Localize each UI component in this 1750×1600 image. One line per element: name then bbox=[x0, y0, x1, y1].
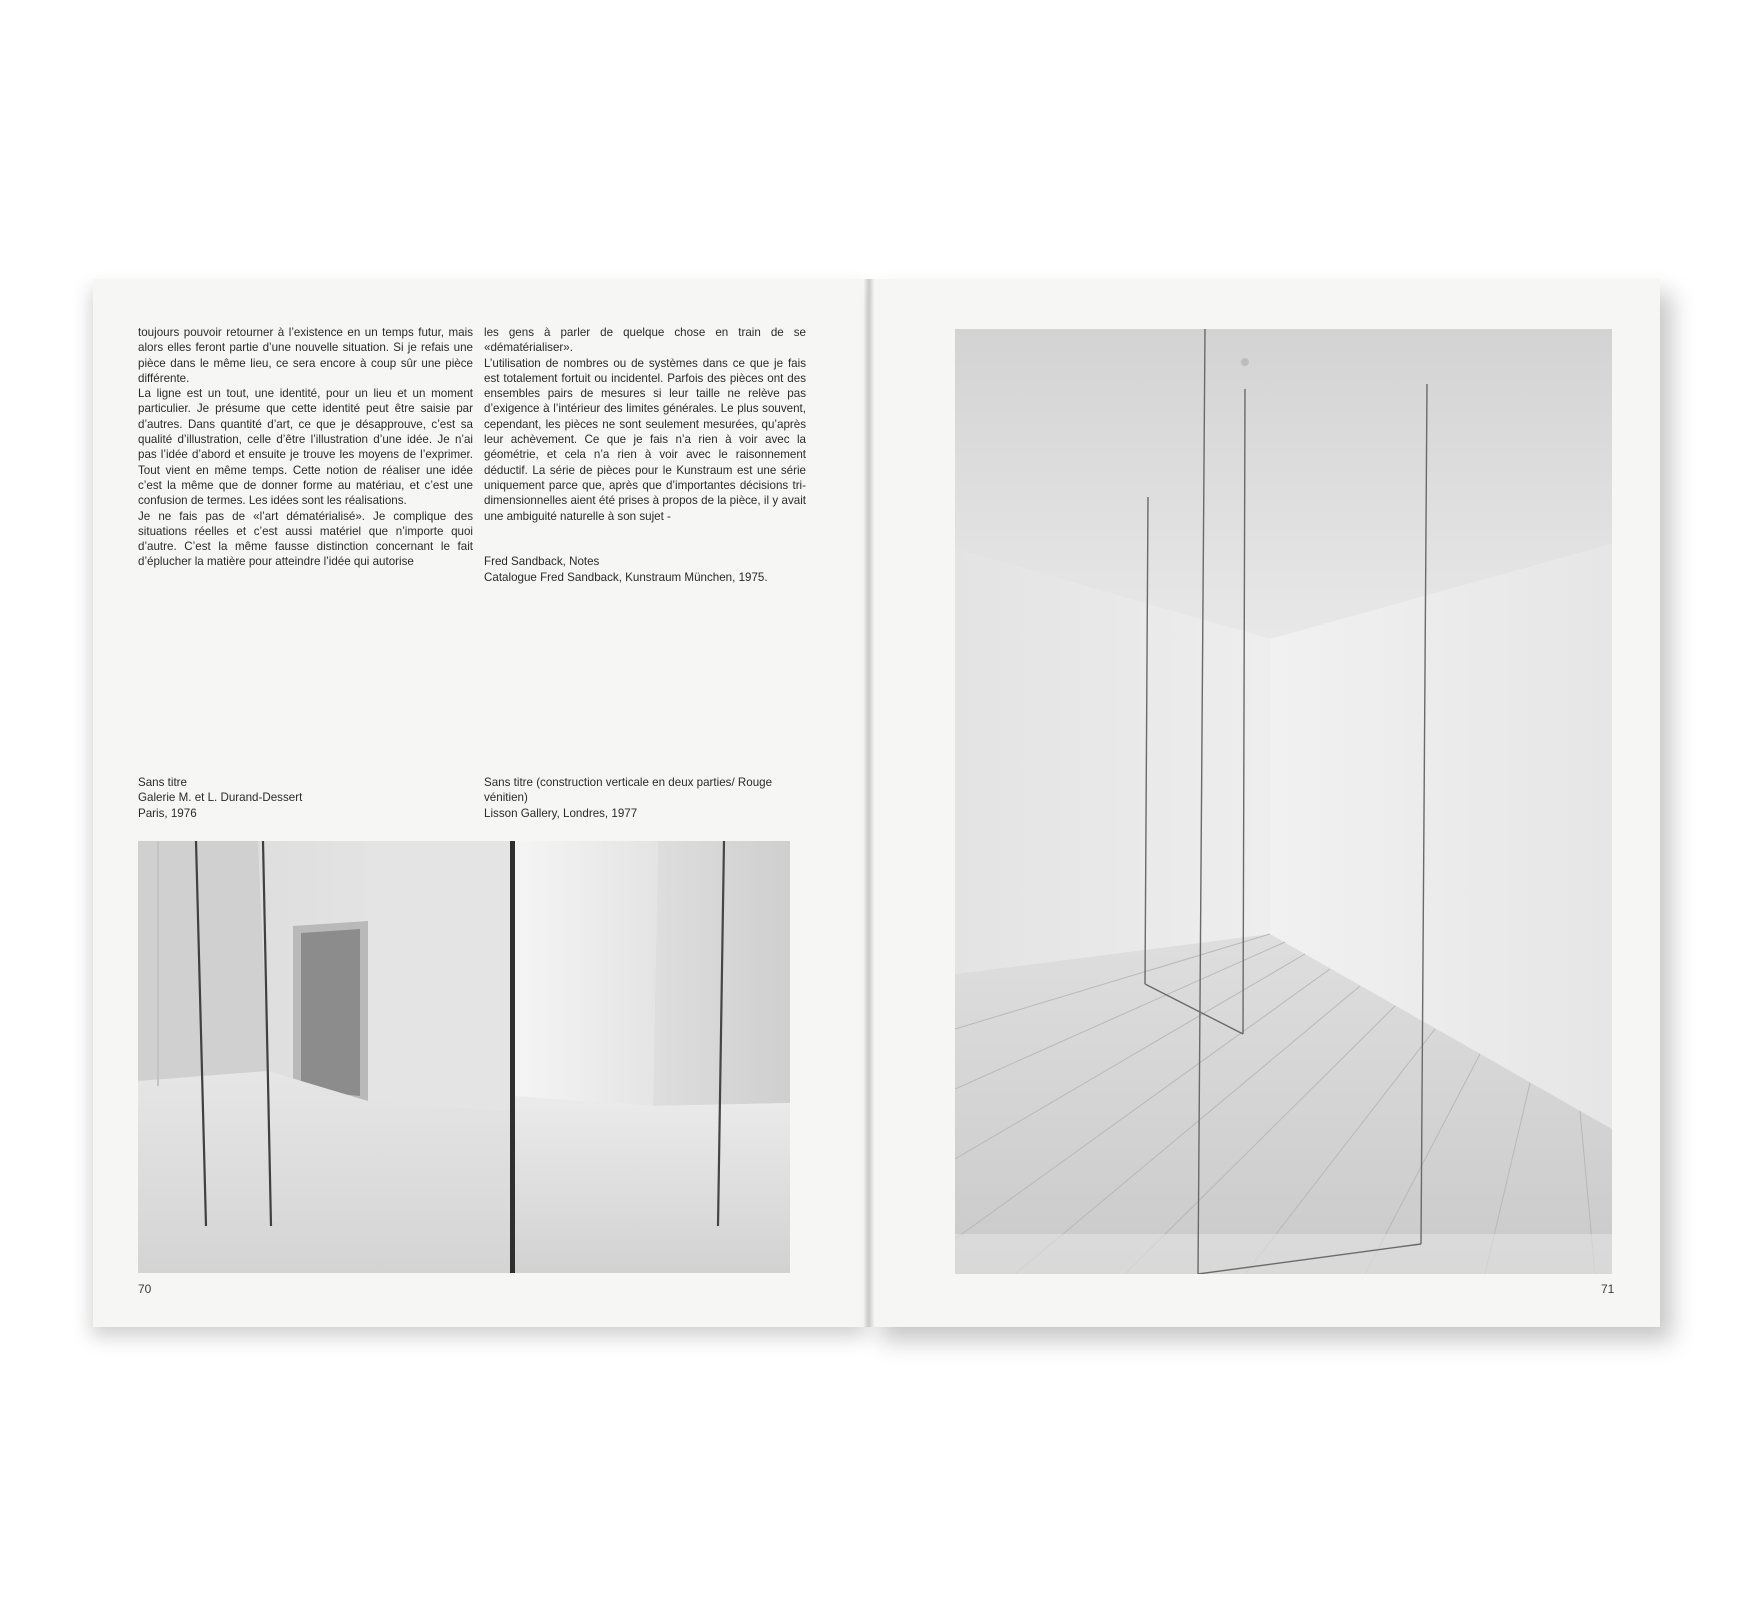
text-column-right bbox=[484, 325, 806, 585]
caption-title: Sans titre bbox=[138, 776, 187, 789]
paragraph: toujours pouvoir retourner à l’existence en un temps futur, mais alors elles feront partie d’une nouvelle situation. Si je refais une pièce dans le même lieu, ce sera encore à coup sûr une pièce différente. bbox=[138, 326, 473, 385]
gallery-photo-diptych bbox=[138, 841, 790, 1273]
book-gutter bbox=[864, 279, 874, 1327]
page-number: 71 bbox=[1601, 1282, 1615, 1296]
caption-gallery: Galerie M. et L. Durand-Dessert bbox=[138, 791, 303, 805]
left-page bbox=[93, 279, 868, 1327]
page-number: 70 bbox=[138, 1282, 152, 1296]
spacer bbox=[484, 539, 806, 554]
spacer bbox=[484, 524, 806, 539]
source-catalogue: Catalogue Fred Sandback, Kunstraum München, 1975. bbox=[484, 570, 768, 584]
installation-photo bbox=[955, 329, 1612, 1274]
photo-caption-right bbox=[484, 775, 814, 821]
photo-caption-left bbox=[138, 775, 468, 821]
right-page bbox=[868, 279, 1660, 1327]
caption-place-year: Paris, 1976 bbox=[138, 806, 197, 820]
source-author: Fred Sandback, Notes bbox=[484, 555, 600, 569]
text-column-left bbox=[138, 325, 473, 570]
paragraph: La ligne est un tout, une identité, pour un lieu et un moment particulier. Je présume que cette identité peut être saisie par d’autres. Dans quantité d’art, ce que je désapprouve, c’est sa qualité d’illustration, celle d’être l’illustration d’une idée. Je n’ai pas l’idée d’abord et ensuite je trouve les moyens de l’exprimer. Tout vient en même temps. Cette notion de réaliser une idée c’est la même que de donner forme au matériau, et c’est une confusion de termes. Les idées sont les réalisations. bbox=[138, 387, 473, 508]
caption-place-year: Lisson Gallery, Londres, 1977 bbox=[484, 806, 638, 820]
paragraph: Je ne fais pas de «l’art dématérialisé». Je complique des situations réelles et c’est aussi matériel que n’importe quoi d’autre. C’est la même fausse distinction concernant le fait d’éplucher la matière pour atteindre l’idée qui autorise bbox=[138, 509, 473, 569]
paragraph: les gens à parler de quelque chose en train de se «dématérialiser». bbox=[484, 326, 806, 355]
paragraph: L’utilisation de nombres ou de systèmes dans ce que je fais est totalement fortuit ou incidentel. Parfois des pièces ont des ensembles pairs de mesures si leur taille ne relève pas d’exigence à l’intérieur des limites générales. Le plus souvent, cependant, les pièces ne sont seulement mesurées, qu’après leur achèvement. Ce que je fais n’a rien à voir avec la géométrie, et cela n’a rien à voir avec le raisonnement déductif. La série de pièces pour le Kunstraum est une série uniquement parce que, après que d’importantes décisions tri-dimensionnelles aient été prises à propos de la pièce, il y avait une ambiguité naturelle à son sujet - bbox=[484, 356, 806, 523]
caption-title: Sans titre (construction verticale en deux parties/ Rouge vénitien) bbox=[484, 776, 773, 805]
